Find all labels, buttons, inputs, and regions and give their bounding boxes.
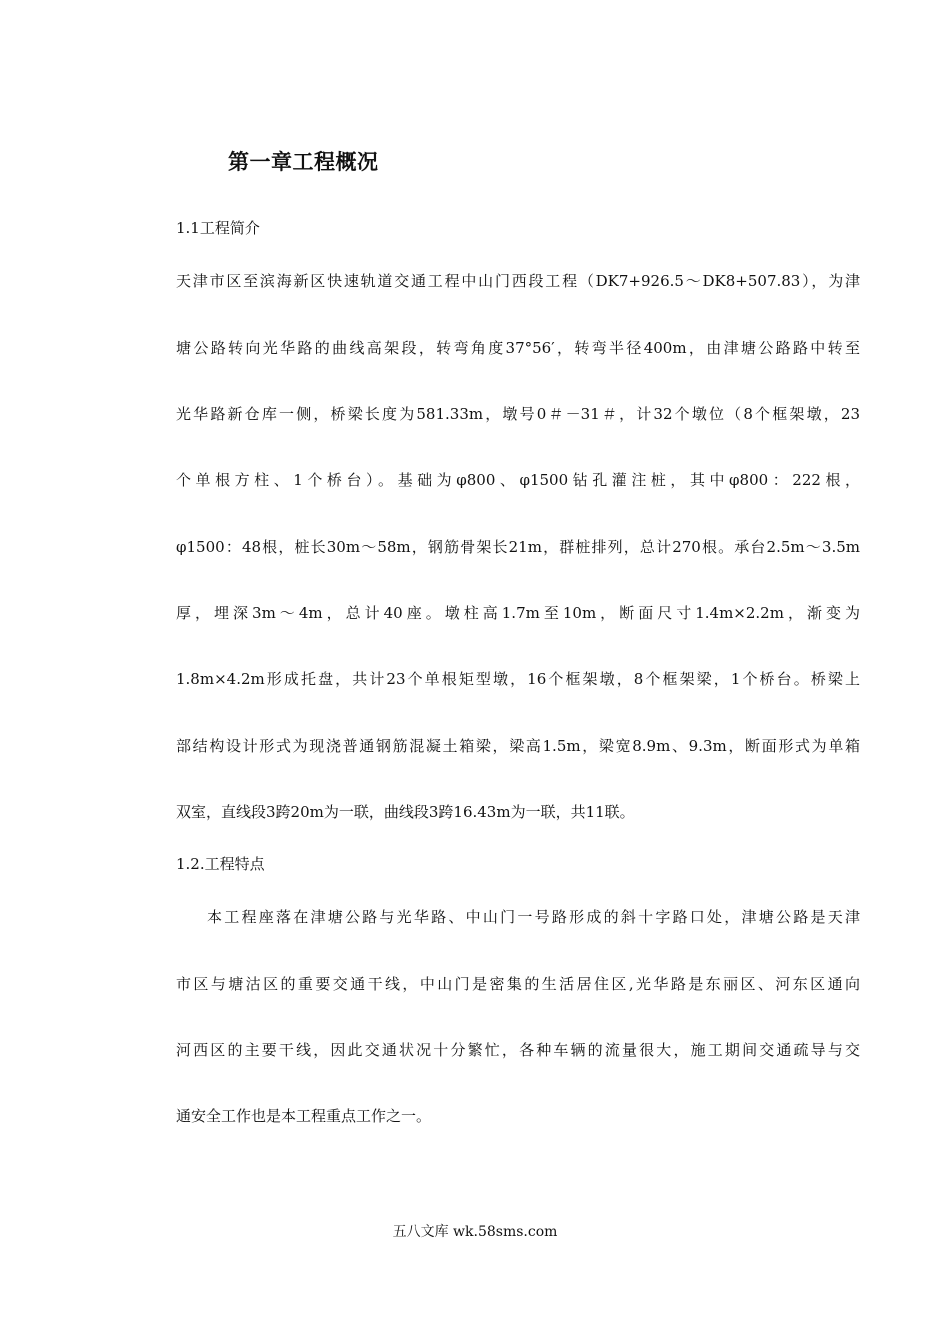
paragraph-line: 市区与塘沽区的重要交通干线，中山门是密集的生活居住区,光华路是东丽区、河东区通向 — [176, 975, 860, 993]
footer-watermark-text: 五八文库 wk.58sms.com — [392, 1224, 558, 1240]
chapter-title: 第一章工程概况 — [228, 150, 379, 174]
paragraph-line: 塘公路转向光华路的曲线高架段，转弯角度37°56′，转弯半径400m，由津塘公路路中转至 — [176, 339, 860, 357]
paragraph-line: φ1500：48根，桩长30m～58m，钢筋骨架长21m，群桩排列，总计270根。承台2.5m～3.5m — [176, 538, 860, 556]
paragraph-line: 双室，直线段3跨20m为一联，曲线段3跨16.43m为一联，共11联。 — [176, 803, 635, 821]
section-heading-features: 1.2.工程特点 — [176, 855, 265, 873]
paragraph-line: 天津市区至滨海新区快速轨道交通工程中山门西段工程（DK7+926.5～DK8+507.83），为津 — [176, 272, 860, 290]
paragraph-line: 河西区的主要干线，因此交通状况十分繁忙，各种车辆的流量很大，施工期间交通疏导与交 — [176, 1041, 860, 1059]
paragraph-line: 光华路新仓库一侧，桥梁长度为581.33m，墩号0＃－31＃，计32个墩位（8个框架墩，23 — [176, 405, 860, 423]
paragraph-line: 厚，埋深3m～4m，总计40座。墩柱高1.7m至10m，断面尺寸1.4m×2.2m，渐变为 — [176, 604, 860, 622]
paragraph-line: 通安全工作也是本工程重点工作之一。 — [176, 1107, 432, 1125]
paragraph-line: 1.8m×4.2m形成托盘，共计23个单根矩型墩，16个框架墩，8个框架梁，1个桥台。桥梁上 — [176, 670, 860, 688]
section-heading-intro: 1.1工程简介 — [176, 219, 260, 237]
paragraph-line: 个单根方柱、1个桥台）。基础为φ800、φ1500钻孔灌注桩，其中φ800：222根， — [176, 471, 860, 489]
paragraph-line: 部结构设计形式为现浇普通钢筋混凝土箱梁，梁高1.5m，梁宽8.9m、9.3m，断面形式为单箱 — [176, 737, 860, 755]
paragraph-line: 本工程座落在津塘公路与光华路、中山门一号路形成的斜十字路口处，津塘公路是天津 — [207, 908, 860, 926]
